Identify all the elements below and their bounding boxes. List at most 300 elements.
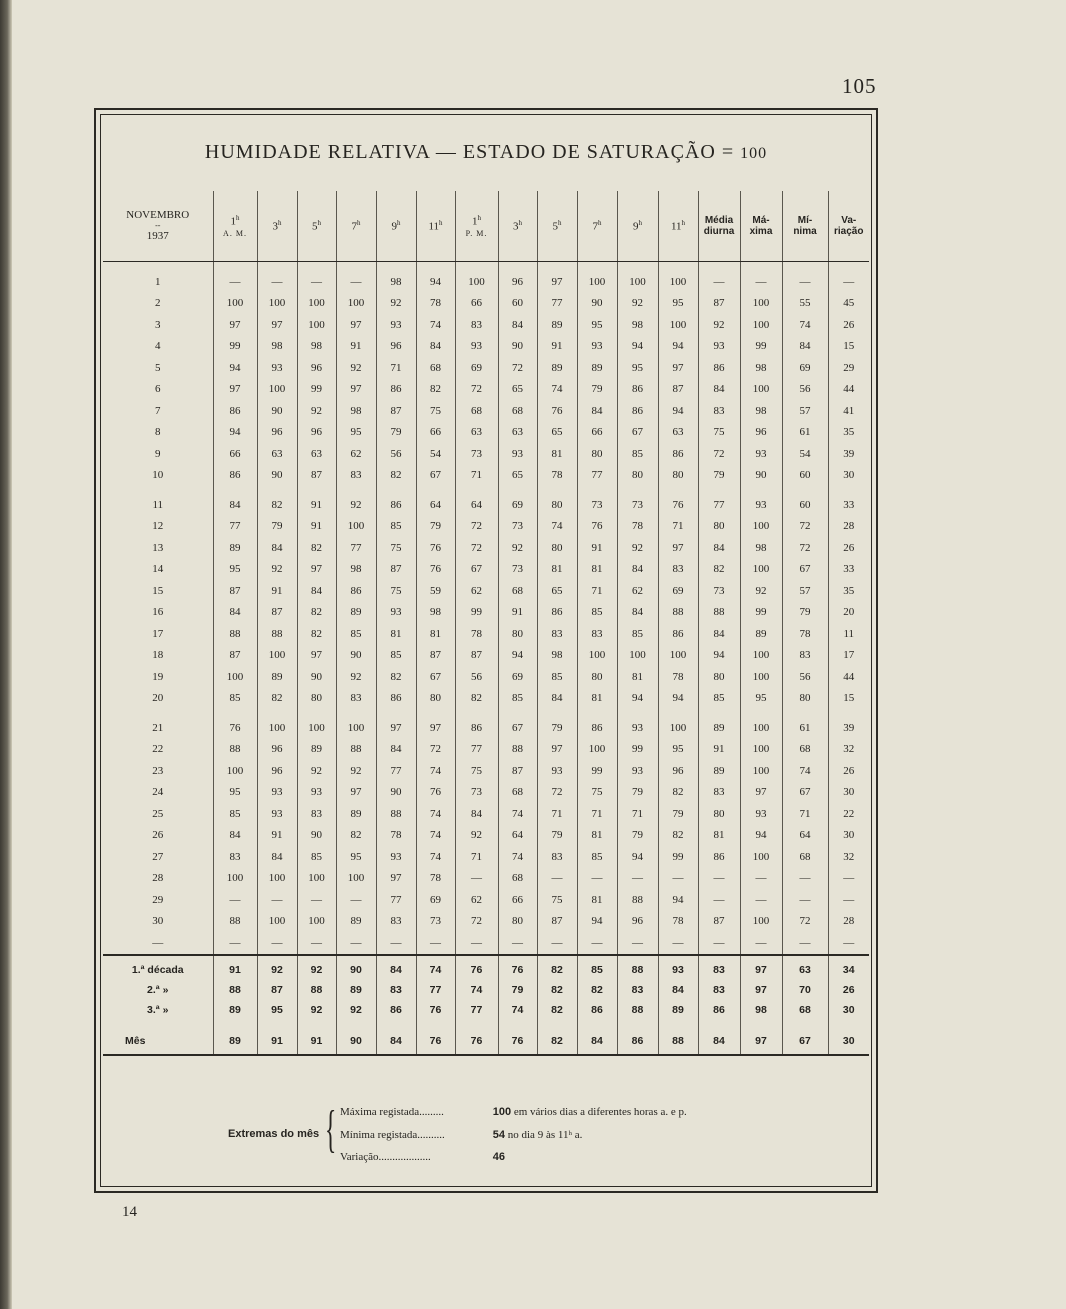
humidity-value: 56 <box>455 666 498 688</box>
humidity-value: 96 <box>617 911 658 933</box>
stat-label: nima <box>793 226 817 237</box>
spacer-cell <box>658 1020 698 1028</box>
humidity-value: 72 <box>455 537 498 559</box>
humidity-value: 65 <box>537 422 577 444</box>
humidity-table <box>103 191 869 1056</box>
humidity-value: 64 <box>498 825 537 847</box>
humidity-value: 67 <box>416 666 455 688</box>
humidity-value: 71 <box>455 465 498 487</box>
summary-value: 86 <box>617 1028 658 1055</box>
spacer-cell <box>537 1020 577 1028</box>
humidity-value: 68 <box>416 357 455 379</box>
humidity-value: 86 <box>213 465 257 487</box>
spacer-cell <box>782 1020 828 1028</box>
humidity-value: 84 <box>698 379 740 401</box>
summary-value: 67 <box>782 1028 828 1055</box>
humidity-value: 84 <box>698 623 740 645</box>
summary-value: 83 <box>376 980 416 1000</box>
humidity-value: 97 <box>336 379 376 401</box>
extreme-minimum-label: Mínima registada.......... <box>340 1129 445 1141</box>
humidity-value: 92 <box>336 666 376 688</box>
humidity-value: 35 <box>828 422 869 444</box>
spacer-cell <box>577 262 617 272</box>
humidity-value: 84 <box>257 537 297 559</box>
spacer-cell <box>617 486 658 494</box>
hour-label: 3$^h$ <box>272 218 282 233</box>
summary-value: 34 <box>828 960 869 980</box>
humidity-value: 100 <box>213 868 257 890</box>
spacer-cell <box>103 709 213 717</box>
humidity-value: 87 <box>213 580 257 602</box>
summary-value: 91 <box>297 1028 336 1055</box>
humidity-value: 93 <box>740 443 782 465</box>
summary-value: 91 <box>257 1028 297 1055</box>
humidity-value: 88 <box>698 602 740 624</box>
spacer-cell <box>782 262 828 272</box>
summary-value: 82 <box>577 980 617 1000</box>
humidity-value: — <box>617 868 658 890</box>
humidity-value: 100 <box>740 293 782 315</box>
spacer-cell <box>537 709 577 717</box>
humidity-value: 79 <box>257 516 297 538</box>
humidity-value: 92 <box>740 580 782 602</box>
humidity-value: 88 <box>213 739 257 761</box>
humidity-value: 72 <box>698 443 740 465</box>
humidity-value: 96 <box>658 760 698 782</box>
humidity-value: 98 <box>740 400 782 422</box>
humidity-value: 100 <box>740 559 782 581</box>
spacer-cell <box>698 1020 740 1028</box>
humidity-value: 99 <box>658 846 698 868</box>
humidity-value: 97 <box>257 314 297 336</box>
summary-value: 93 <box>658 960 698 980</box>
humidity-value: 89 <box>336 803 376 825</box>
humidity-value: 11 <box>828 623 869 645</box>
humidity-value: 94 <box>698 645 740 667</box>
humidity-value: 87 <box>658 379 698 401</box>
table-row <box>103 443 869 465</box>
summary-value: 82 <box>537 1028 577 1055</box>
humidity-value: 98 <box>336 400 376 422</box>
day-label: 22 <box>152 743 164 756</box>
humidity-value: — <box>698 932 740 955</box>
humidity-value: 91 <box>698 739 740 761</box>
humidity-value: 100 <box>213 666 257 688</box>
humidity-value: 78 <box>416 868 455 890</box>
humidity-value: 75 <box>455 760 498 782</box>
spacer-cell <box>617 1020 658 1028</box>
humidity-value: 94 <box>740 825 782 847</box>
summary-value: 88 <box>297 980 336 1000</box>
day-label: 21 <box>152 721 164 734</box>
summary-label: 3.ª » <box>147 1003 169 1016</box>
table-row <box>103 400 869 422</box>
summary-value: 70 <box>782 980 828 1000</box>
humidity-value: 69 <box>416 889 455 911</box>
summary-value: 76 <box>416 1000 455 1020</box>
spacer-cell <box>103 486 213 494</box>
humidity-value: — <box>740 889 782 911</box>
spacer-cell <box>740 1020 782 1028</box>
humidity-value: 91 <box>257 825 297 847</box>
extreme-variation-line <box>340 1151 505 1163</box>
spacer-cell <box>498 486 537 494</box>
header-hour-8 <box>498 191 537 262</box>
humidity-value: 77 <box>376 889 416 911</box>
header-hour-11 <box>617 191 658 262</box>
summary-value: 68 <box>782 1000 828 1020</box>
humidity-value: 93 <box>617 717 658 739</box>
humidity-value: 100 <box>617 645 658 667</box>
humidity-value: 26 <box>828 760 869 782</box>
humidity-value: 84 <box>213 825 257 847</box>
spacer-cell <box>455 262 498 272</box>
humidity-value: 56 <box>376 443 416 465</box>
table-row <box>103 889 869 911</box>
table-row <box>103 336 869 358</box>
table-row <box>103 580 869 602</box>
humidity-value: 90 <box>297 666 336 688</box>
humidity-value: 72 <box>416 739 455 761</box>
table-row <box>103 666 869 688</box>
extreme-variation-value: 46 <box>492 1151 505 1163</box>
humidity-value: 84 <box>297 580 336 602</box>
humidity-value: 30 <box>828 465 869 487</box>
humidity-value: 67 <box>416 465 455 487</box>
header-stat-2 <box>740 191 782 262</box>
humidity-value: 91 <box>297 516 336 538</box>
humidity-value: 82 <box>297 623 336 645</box>
humidity-value: 79 <box>376 422 416 444</box>
humidity-value: 100 <box>658 314 698 336</box>
stat-label: xima <box>749 226 773 237</box>
humidity-value: 86 <box>376 494 416 516</box>
spacer-cell <box>336 486 376 494</box>
humidity-value: 71 <box>537 803 577 825</box>
table-row <box>103 623 869 645</box>
humidity-value: 72 <box>455 379 498 401</box>
humidity-value: — <box>498 932 537 955</box>
spacer-cell <box>698 486 740 494</box>
humidity-value: 97 <box>416 717 455 739</box>
humidity-value: 99 <box>617 739 658 761</box>
humidity-value: 100 <box>658 271 698 293</box>
humidity-value: 94 <box>498 645 537 667</box>
header-hour-12 <box>658 191 698 262</box>
summary-label: 1.ª década <box>131 963 184 976</box>
spacer-cell <box>828 486 869 494</box>
humidity-value: 81 <box>577 559 617 581</box>
humidity-value: 81 <box>698 825 740 847</box>
humidity-value: 87 <box>537 911 577 933</box>
humidity-value: 75 <box>577 782 617 804</box>
humidity-value: 68 <box>498 868 537 890</box>
humidity-value: 100 <box>213 293 257 315</box>
humidity-value: 95 <box>658 739 698 761</box>
humidity-value: 90 <box>336 645 376 667</box>
spacer-cell <box>416 709 455 717</box>
period-label: P. M. <box>465 228 488 238</box>
day-label: 25 <box>152 807 164 820</box>
humidity-value: 95 <box>658 293 698 315</box>
spacer-cell <box>376 262 416 272</box>
humidity-value: 93 <box>376 602 416 624</box>
humidity-value: 69 <box>658 580 698 602</box>
humidity-value: — <box>455 932 498 955</box>
humidity-value: 74 <box>537 379 577 401</box>
spacer-cell <box>257 1020 297 1028</box>
humidity-value: 30 <box>828 782 869 804</box>
humidity-value: 94 <box>577 911 617 933</box>
humidity-value: 81 <box>577 825 617 847</box>
humidity-value: 67 <box>617 422 658 444</box>
humidity-value: 85 <box>577 602 617 624</box>
humidity-value: 100 <box>577 739 617 761</box>
humidity-value: 60 <box>782 465 828 487</box>
summary-value: 26 <box>828 980 869 1000</box>
extreme-minimum-line <box>340 1129 582 1141</box>
humidity-value: 86 <box>617 379 658 401</box>
humidity-value: 83 <box>297 803 336 825</box>
humidity-value: 92 <box>257 559 297 581</box>
extreme-maximum-note: em vários dias a diferentes horas a. e p. <box>513 1106 687 1118</box>
humidity-value: 87 <box>297 465 336 487</box>
humidity-value: 91 <box>297 494 336 516</box>
humidity-value: 85 <box>617 443 658 465</box>
humidity-value: 97 <box>297 559 336 581</box>
humidity-value: 63 <box>455 422 498 444</box>
day-label: 24 <box>152 786 164 799</box>
humidity-value: 100 <box>740 379 782 401</box>
humidity-value: 78 <box>376 825 416 847</box>
header-row <box>103 191 869 262</box>
humidity-value: 60 <box>782 494 828 516</box>
summary-value: 86 <box>577 1000 617 1020</box>
extremes-title: Extremas do mês <box>228 1128 320 1140</box>
humidity-value: 97 <box>213 314 257 336</box>
humidity-value: 94 <box>617 846 658 868</box>
humidity-value: 94 <box>658 889 698 911</box>
humidity-value: 86 <box>376 688 416 710</box>
humidity-value: 93 <box>257 782 297 804</box>
spacer-cell <box>297 1020 336 1028</box>
humidity-value: 86 <box>698 357 740 379</box>
header-hour-1 <box>213 191 257 262</box>
table-row <box>103 688 869 710</box>
humidity-value: 90 <box>577 293 617 315</box>
spacer-cell <box>740 262 782 272</box>
humidity-value: 83 <box>698 782 740 804</box>
humidity-value: 100 <box>658 645 698 667</box>
humidity-value: 72 <box>537 782 577 804</box>
humidity-value: 41 <box>828 400 869 422</box>
humidity-value: — <box>782 889 828 911</box>
humidity-value: 74 <box>416 314 455 336</box>
humidity-value: 71 <box>577 580 617 602</box>
humidity-value: 92 <box>297 400 336 422</box>
summary-row <box>103 1000 869 1020</box>
summary-value: 92 <box>257 960 297 980</box>
hour-label: 5$^h$ <box>552 218 562 233</box>
spacer-cell <box>213 709 257 717</box>
humidity-value: 91 <box>577 537 617 559</box>
humidity-value: 100 <box>336 516 376 538</box>
humidity-value: 88 <box>376 803 416 825</box>
humidity-value: 99 <box>740 336 782 358</box>
hour-label: 3$^h$ <box>513 218 522 233</box>
humidity-value: 66 <box>498 889 537 911</box>
humidity-value: 68 <box>498 782 537 804</box>
humidity-value: 88 <box>336 739 376 761</box>
humidity-value: 30 <box>828 825 869 847</box>
humidity-value: 93 <box>617 760 658 782</box>
summary-value: 89 <box>658 1000 698 1020</box>
day-label: 20 <box>152 692 164 705</box>
table-row <box>103 516 869 538</box>
hour-label: 1$^h$ <box>230 214 240 228</box>
humidity-value: 65 <box>537 580 577 602</box>
humidity-value: — <box>698 868 740 890</box>
humidity-value: 80 <box>617 465 658 487</box>
humidity-value: 85 <box>537 666 577 688</box>
summary-value: 84 <box>658 980 698 1000</box>
humidity-value: 73 <box>617 494 658 516</box>
humidity-value: 81 <box>376 623 416 645</box>
humidity-value: 99 <box>455 602 498 624</box>
signature-mark: 14 <box>122 1204 137 1220</box>
humidity-value: 44 <box>828 666 869 688</box>
humidity-value: 84 <box>782 336 828 358</box>
day-label: 3 <box>155 318 161 331</box>
humidity-value: 80 <box>498 911 537 933</box>
humidity-value: 93 <box>376 314 416 336</box>
humidity-value: 71 <box>376 357 416 379</box>
humidity-value: 72 <box>782 516 828 538</box>
humidity-value: — <box>257 932 297 955</box>
day-label: 12 <box>152 520 164 533</box>
spacer-cell <box>537 486 577 494</box>
day-label: 30 <box>152 915 164 928</box>
humidity-value: 90 <box>257 465 297 487</box>
humidity-value: 93 <box>455 336 498 358</box>
humidity-value: 35 <box>828 580 869 602</box>
humidity-value: 81 <box>416 623 455 645</box>
humidity-value: 63 <box>658 422 698 444</box>
humidity-value: 89 <box>336 911 376 933</box>
humidity-value: 75 <box>376 537 416 559</box>
humidity-value: 85 <box>376 516 416 538</box>
extreme-maximum-label: Máxima registada......... <box>340 1106 444 1118</box>
day-label: 29 <box>152 893 164 906</box>
extreme-minimum-value: 54 <box>492 1129 505 1141</box>
stat-label: Mí- <box>797 214 813 226</box>
humidity-value: 91 <box>257 580 297 602</box>
humidity-value: 79 <box>537 717 577 739</box>
header-stat-3 <box>782 191 828 262</box>
humidity-value: 78 <box>537 465 577 487</box>
humidity-value: 66 <box>416 422 455 444</box>
humidity-value: 95 <box>336 846 376 868</box>
spacer-cell <box>658 262 698 272</box>
humidity-value: 85 <box>617 623 658 645</box>
humidity-value: 85 <box>376 645 416 667</box>
humidity-value: 86 <box>336 580 376 602</box>
humidity-value: 72 <box>782 537 828 559</box>
humidity-value: 98 <box>257 336 297 358</box>
humidity-value: 84 <box>376 739 416 761</box>
humidity-value: 93 <box>498 443 537 465</box>
humidity-value: 62 <box>336 443 376 465</box>
spacer-cell <box>103 262 213 272</box>
humidity-value: 96 <box>257 422 297 444</box>
summary-value: 76 <box>498 1028 537 1055</box>
spacer-cell <box>498 1020 537 1028</box>
humidity-value: 98 <box>297 336 336 358</box>
humidity-value: 83 <box>336 465 376 487</box>
humidity-value: 85 <box>213 688 257 710</box>
humidity-value: — <box>213 271 257 293</box>
humidity-value: 79 <box>658 803 698 825</box>
spacer-cell <box>297 709 336 717</box>
humidity-value: 82 <box>257 494 297 516</box>
spacer-cell <box>257 709 297 717</box>
humidity-value: 100 <box>740 760 782 782</box>
table-row <box>103 465 869 487</box>
humidity-value: 65 <box>498 465 537 487</box>
humidity-value: 100 <box>740 739 782 761</box>
humidity-value: 68 <box>782 739 828 761</box>
humidity-value: 80 <box>297 688 336 710</box>
humidity-value: 90 <box>257 400 297 422</box>
humidity-value: 85 <box>498 688 537 710</box>
humidity-value: 80 <box>782 688 828 710</box>
spacer-cell <box>782 709 828 717</box>
humidity-value: 74 <box>782 760 828 782</box>
summary-label: 2.ª » <box>147 983 169 996</box>
humidity-value: 86 <box>455 717 498 739</box>
spacer-cell <box>698 262 740 272</box>
humidity-value: 86 <box>617 400 658 422</box>
humidity-value: 89 <box>740 623 782 645</box>
humidity-value: 73 <box>498 516 537 538</box>
spacer-cell <box>498 262 537 272</box>
humidity-value: 84 <box>213 494 257 516</box>
humidity-value: 87 <box>376 559 416 581</box>
humidity-value: 97 <box>658 357 698 379</box>
humidity-value: 83 <box>455 314 498 336</box>
humidity-value: 44 <box>828 379 869 401</box>
extremes-brace: { <box>325 1101 337 1158</box>
summary-value: 88 <box>617 960 658 980</box>
humidity-value: 100 <box>740 911 782 933</box>
humidity-value: 88 <box>257 623 297 645</box>
humidity-value: 85 <box>336 623 376 645</box>
spacer-cell <box>297 262 336 272</box>
humidity-value: 57 <box>782 580 828 602</box>
spacer-cell <box>828 1020 869 1028</box>
humidity-value: 75 <box>416 400 455 422</box>
humidity-value: 93 <box>577 336 617 358</box>
extreme-minimum-note: no dia 9 às 11ʰ a. <box>507 1129 583 1141</box>
summary-value: 92 <box>297 960 336 980</box>
humidity-value: 95 <box>336 422 376 444</box>
humidity-value: 84 <box>498 314 537 336</box>
humidity-value: 88 <box>498 739 537 761</box>
humidity-value: 54 <box>416 443 455 465</box>
summary-value: 88 <box>213 980 257 1000</box>
humidity-value: — <box>828 271 869 293</box>
humidity-value: 79 <box>537 825 577 847</box>
